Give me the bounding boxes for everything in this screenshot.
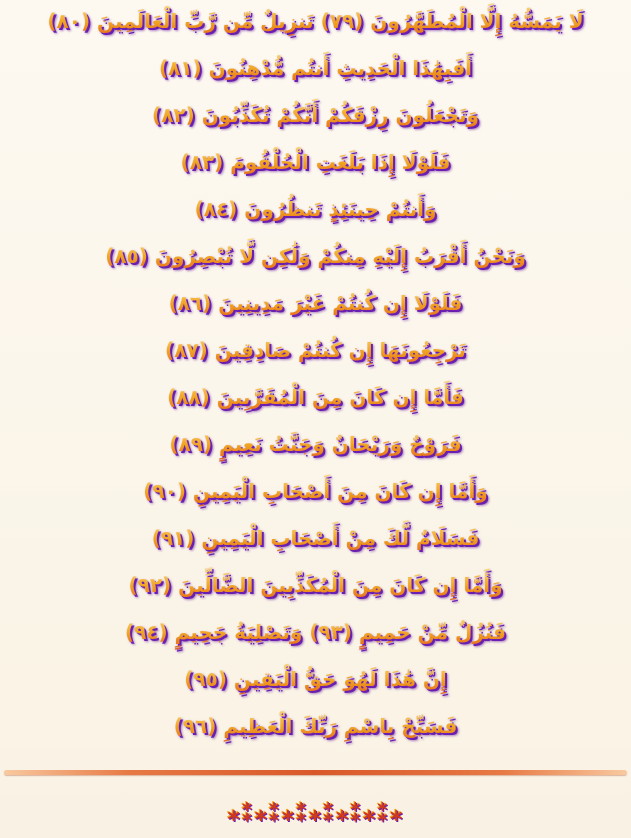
verse-text: وَأَمَّا إِن كَانَ مِنَ الْمُكَذِّبِينَ الضَّالِّينَ (٩٢) [128, 573, 503, 597]
verse-line [0, 96, 631, 143]
verse-text: فَسَبِّحْ بِاسْمِ رَبِّكَ الْعَظِيمِ (٩٦) [173, 714, 458, 738]
verse-line [0, 613, 631, 660]
verse-line [0, 190, 631, 237]
verse-text: وَتَجْعَلُونَ رِزْقَكُمْ أَنَّكُمْ تُكَذِّبُونَ (٨٢) [152, 103, 479, 127]
verse-text: فَلَوْلَا إِذَا بَلَغَتِ الْحُلْقُومَ (٨٣) [180, 150, 451, 174]
ornament-border: ⁎⁑⁎⁑⁎⁑⁎⁑⁎⁑⁎⁑⁎ [227, 799, 404, 827]
verse-text: فَأَمَّا إِن كَانَ مِنَ الْمُقَرَّبِينَ (٨٨) [167, 385, 464, 409]
verse-line [0, 331, 631, 378]
verse-line [0, 566, 631, 613]
verse-line [0, 284, 631, 331]
verse-text: وَنَحْنُ أَقْرَبُ إِلَيْهِ مِنكُمْ وَلَٰكِن لَّا تُبْصِرُونَ (٨٥) [105, 244, 526, 268]
verse-text: وَأَنتُمْ حِينَئِذٍ تَنظُرُونَ (٨٤) [194, 197, 437, 221]
verses-list [0, 2, 631, 754]
verse-text: فَلَوْلَا إِن كُنتُمْ غَيْرَ مَدِينِينَ (٨٦) [168, 291, 463, 315]
verse-line [0, 2, 631, 49]
verse-text: لَا يَمَسُّهُ إِلَّا الْمُطَهَّرُونَ (٧٩) تَنزِيلٌ مِّن رَّبِّ الْعَالَمِينَ (٨٠) [47, 9, 584, 33]
verse-line [0, 660, 631, 707]
verse-text: تَرْجِعُونَهَا إِن كُنتُمْ صَادِقِينَ (٨٧) [165, 338, 466, 362]
verse-text: فَرَوْحٌ وَرَيْحَانٌ وَجَنَّتُ نَعِيمٍ (٨٩) [169, 432, 462, 456]
verse-text: أَفَبِهَٰذَا الْحَدِيثِ أَنتُم مُّدْهِنُونَ (٨١) [158, 56, 473, 80]
verse-text: إِنَّ هَٰذَا لَهُوَ حَقُّ الْيَقِينِ (٩٥) [184, 667, 447, 691]
verse-line [0, 49, 631, 96]
verse-line [0, 378, 631, 425]
verse-text: فَنُزُلٌ مِّنْ حَمِيمٍ (٩٣) وَتَصْلِيَةُ جَحِيمٍ (٩٤) [124, 620, 507, 644]
verse-text: وَأَمَّا إِن كَانَ مِنَ أَصْحَابِ الْيَمِينِ (٩٠) [143, 479, 488, 503]
verse-line [0, 143, 631, 190]
verse-text: فَسَلَامٌ لَّكَ مِنْ أَصْحَابِ الْيَمِينِ (٩١) [151, 526, 480, 550]
divider [4, 770, 627, 775]
verse-line [0, 707, 631, 754]
verse-line [0, 237, 631, 284]
verse-line [0, 472, 631, 519]
verse-line [0, 519, 631, 566]
verse-line [0, 425, 631, 472]
